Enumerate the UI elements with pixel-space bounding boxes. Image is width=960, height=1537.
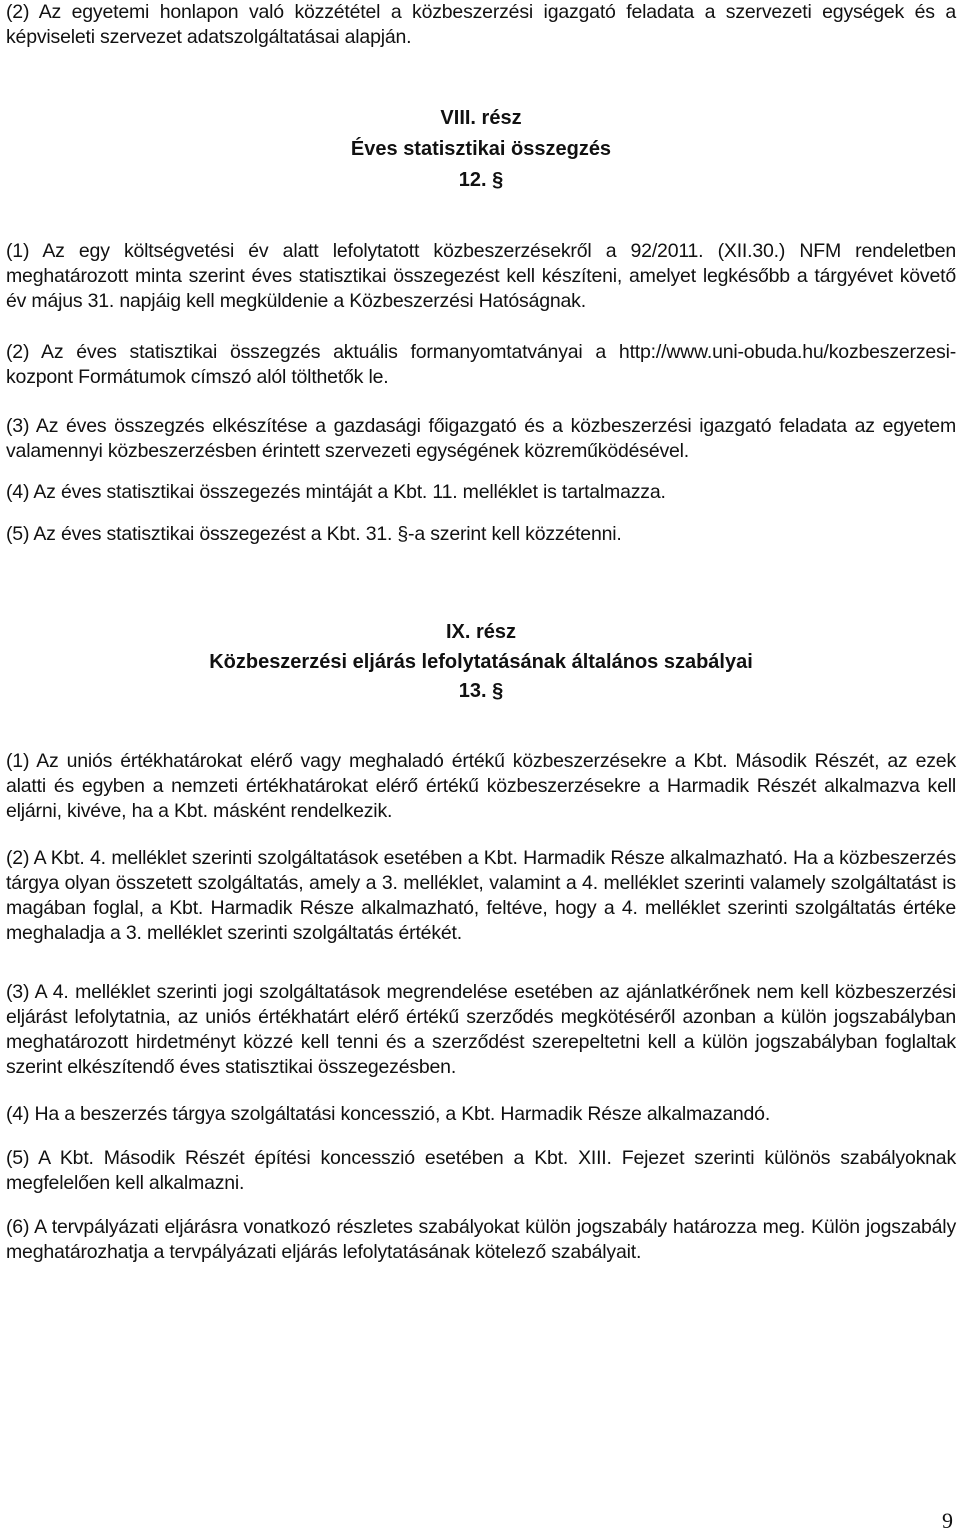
paragraph-ix-5: (5) A Kbt. Második Részét építési koncesszió esetében a Kbt. XIII. Fejezet szerinti különös szabályoknak megfelelően kell alkalmazni. (6, 1147, 956, 1194)
part-viii-label: VIII. rész (440, 107, 522, 129)
section-12-number: 12. § (458, 169, 504, 191)
paragraph-ix-3: (3) A 4. melléklet szerinti jogi szolgáltatások megrendelése esetében az ajánlatkérőnek nem kell közbeszerzési eljárást lefolytatnia, az uniós értékhatárt elérő értékű szerződés megkötéséről azonban a külön jogszabályban meghatározott hirdetményt közzé kell tenni és a szerződést szerepeltetni kell a külön jogszabályban foglaltak szerint elkészítendő éves statisztikai összegezésben. (6, 981, 956, 1078)
paragraph-ix-6: (6) A tervpályázati eljárásra vonatkozó részletes szabályokat külön jogszabály határozza meg. Külön jogszabály meghatározhatja a tervpályázati eljárás lefolytatásának kötelező szabályait. (6, 1216, 956, 1263)
paragraph-ix-1: (1) Az uniós értékhatárokat elérő vagy meghaladó értékű közbeszerzésekre a Kbt. Második Részét, az ezek alatti és egyben a nemzeti értékhatárokat elérő értékű közbeszerzésekre a Harmadik Részét alkalmazva kell eljárni, kivéve, ha a Kbt. másként rendelkezik. (6, 750, 956, 822)
part-ix-label: IX. rész (445, 621, 517, 643)
paragraph-ix-2: (2) A Kbt. 4. melléklet szerinti szolgáltatások esetében a Kbt. Harmadik Része alkalmazható. Ha a közbeszerzés tárgya olyan összetett szolgáltatás, amely a 3. melléklet, valamint a 4. melléklet szerinti valamely szolgáltatást is magában foglal, a Kbt. Harmadik Része alkalmazható, feltéve, hogy a 4. melléklet szerinti szolgáltatás értéke meghaladja a 3. melléklet szerinti szolgáltatás értékét. (6, 847, 956, 944)
page-number: 9 (942, 1508, 953, 1533)
paragraph-ix-4: (4) Ha a beszerzés tárgya szolgáltatási koncesszió, a Kbt. Harmadik Része alkalmazandó. (6, 1103, 771, 1125)
section-13-number: 13. § (458, 680, 504, 702)
paragraph-viii-2: (2) Az éves statisztikai összegzés aktuális formanyomtatványai a http://www.uni-obuda.hu/kozbeszerzesi-kozpont Formátumok címszó alól tölthetők le. (6, 341, 956, 388)
paragraph-viii-3: (3) Az éves összegzés elkészítése a gazdasági főigazgató és a közbeszerzési igazgató feladata az egyetem valamennyi közbeszerzésben érintett szervezeti egységének közreműködésével. (6, 415, 956, 462)
paragraph-viii-4: (4) Az éves statisztikai összegezés mintáját a Kbt. 11. melléklet is tartalmazza. (6, 481, 666, 503)
paragraph-viii-1: (1) Az egy költségvetési év alatt lefolytatott közbeszerzésekről a 92/2011. (XII.30.) NFM rendeletben meghatározott minta szerint éves statisztikai összegezést kell készíteni, amelyet legkésőbb a tárgyévet követő év május 31. napjáig kell megküldenie a Közbeszerzési Hatóságnak. (6, 240, 956, 312)
part-ix-title: Közbeszerzési eljárás lefolytatásának általános szabályai (209, 651, 753, 673)
paragraph-top: (2) Az egyetemi honlapon való közzététel a közbeszerzési igazgató feladata a szervezeti egységek és a képviseleti szervezet adatszolgáltatásai alapján. (6, 1, 956, 48)
paragraph-viii-5: (5) Az éves statisztikai összegezést a Kbt. 31. §-a szerint kell közzétenni. (6, 523, 622, 545)
part-viii-title: Éves statisztikai összegzés (350, 138, 612, 160)
